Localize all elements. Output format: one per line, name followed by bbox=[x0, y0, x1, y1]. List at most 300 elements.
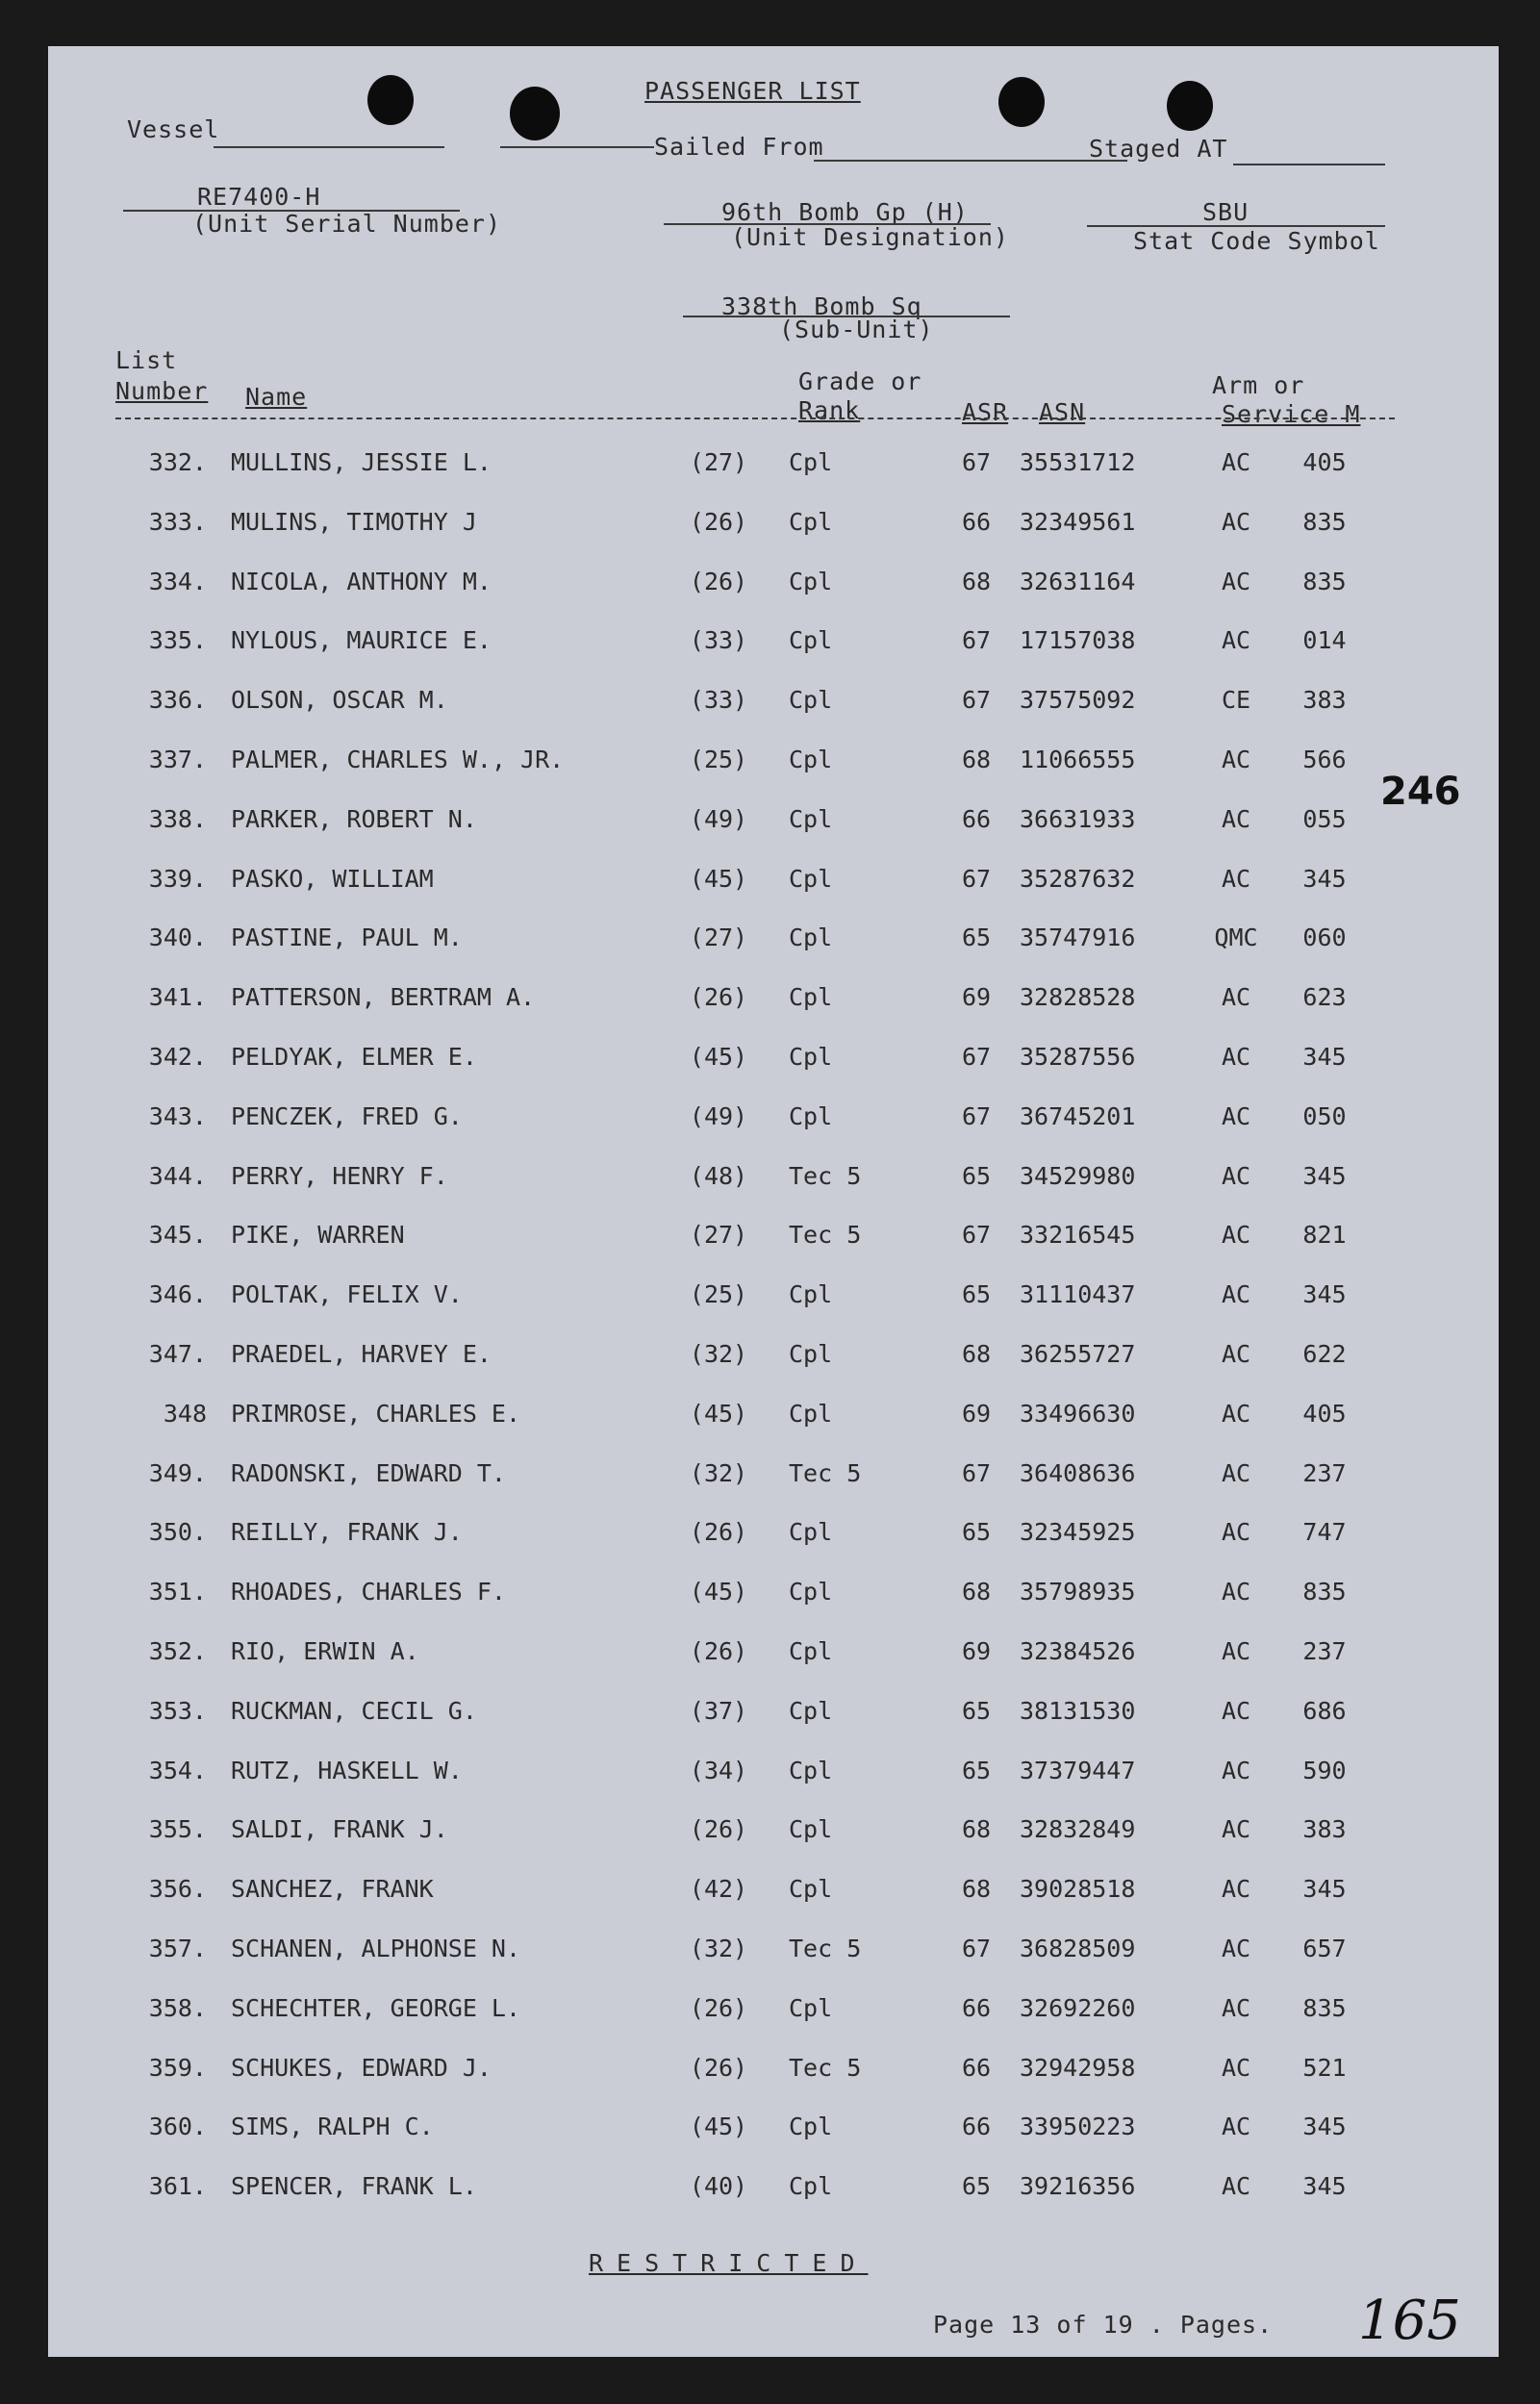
passenger-arm: AC bbox=[1221, 1815, 1251, 1843]
passenger-arm: AC bbox=[1221, 568, 1251, 595]
list-number: 337. bbox=[148, 746, 207, 773]
passenger-age: (26) bbox=[689, 508, 748, 536]
passenger-grade: Cpl bbox=[789, 1875, 833, 1903]
passenger-asr: 67 bbox=[961, 686, 992, 714]
passenger-service: 237 bbox=[1302, 1459, 1347, 1487]
table-row bbox=[48, 2054, 1499, 2092]
binder-hole bbox=[367, 75, 414, 125]
passenger-service: 345 bbox=[1302, 865, 1347, 893]
passenger-name: SIMS, RALPH C. bbox=[231, 2113, 434, 2140]
passenger-arm: AC bbox=[1221, 626, 1251, 654]
passenger-service: 060 bbox=[1302, 924, 1347, 951]
passenger-service: 590 bbox=[1302, 1757, 1347, 1784]
list-number: 361. bbox=[148, 2172, 207, 2200]
list-number: 344. bbox=[148, 1162, 207, 1190]
passenger-asn: 32692260 bbox=[1020, 1994, 1136, 2022]
passenger-age: (42) bbox=[689, 1875, 748, 1903]
list-number: 334. bbox=[148, 568, 207, 595]
passenger-asr: 67 bbox=[961, 1221, 992, 1249]
passenger-asn: 36255727 bbox=[1020, 1340, 1136, 1368]
passenger-service: 821 bbox=[1302, 1221, 1347, 1249]
passenger-age: (25) bbox=[689, 746, 748, 773]
passenger-service: 345 bbox=[1302, 2113, 1347, 2140]
binder-hole bbox=[510, 87, 560, 140]
col-arm-top: Arm or bbox=[1212, 371, 1305, 399]
passenger-name: POLTAK, FELIX V. bbox=[231, 1280, 463, 1308]
passenger-asn: 32349561 bbox=[1020, 508, 1136, 536]
passenger-arm: AC bbox=[1221, 2172, 1251, 2200]
passenger-grade: Cpl bbox=[789, 626, 833, 654]
unit-serial-value: RE7400-H bbox=[197, 183, 321, 211]
passenger-asn: 37379447 bbox=[1020, 1757, 1136, 1784]
passenger-arm: AC bbox=[1221, 2054, 1251, 2082]
table-row bbox=[48, 1280, 1499, 1319]
passenger-grade: Cpl bbox=[789, 1043, 833, 1071]
passenger-age: (33) bbox=[689, 626, 748, 654]
passenger-grade: Cpl bbox=[789, 1994, 833, 2022]
col-asn: ASN bbox=[1039, 398, 1086, 426]
passenger-age: (45) bbox=[689, 865, 748, 893]
passenger-grade: Tec 5 bbox=[789, 1935, 862, 1962]
vessel-line bbox=[214, 146, 444, 148]
list-number: 354. bbox=[148, 1757, 207, 1784]
passenger-age: (45) bbox=[689, 1400, 748, 1428]
passenger-grade: Cpl bbox=[789, 1637, 833, 1665]
passenger-name: SCHANEN, ALPHONSE N. bbox=[231, 1935, 521, 1962]
passenger-asr: 65 bbox=[961, 1162, 992, 1190]
passenger-age: (26) bbox=[689, 568, 748, 595]
passenger-name: PELDYAK, ELMER E. bbox=[231, 1043, 477, 1071]
table-row bbox=[48, 2113, 1499, 2151]
sailed-from-line bbox=[814, 160, 1127, 162]
passenger-arm: AC bbox=[1221, 1697, 1251, 1725]
passenger-service: 237 bbox=[1302, 1637, 1347, 1665]
passenger-grade: Cpl bbox=[789, 1400, 833, 1428]
staged-at-line bbox=[1233, 164, 1385, 165]
list-number: 347. bbox=[148, 1340, 207, 1368]
passenger-age: (26) bbox=[689, 2054, 748, 2082]
passenger-service: 623 bbox=[1302, 983, 1347, 1011]
table-row bbox=[48, 1578, 1499, 1616]
passenger-grade: Tec 5 bbox=[789, 1162, 862, 1190]
passenger-arm: AC bbox=[1221, 1994, 1251, 2022]
unit-designation-value: 96th Bomb Gp (H) bbox=[721, 198, 969, 226]
passenger-asr: 69 bbox=[961, 983, 992, 1011]
table-row bbox=[48, 1459, 1499, 1498]
passenger-name: PARKER, ROBERT N. bbox=[231, 805, 477, 833]
passenger-name: SALDI, FRANK J. bbox=[231, 1815, 448, 1843]
passenger-grade: Cpl bbox=[789, 686, 833, 714]
passenger-name: PATTERSON, BERTRAM A. bbox=[231, 983, 536, 1011]
header-rule bbox=[115, 418, 1395, 419]
passenger-asn: 32384526 bbox=[1020, 1637, 1136, 1665]
passenger-name: PRIMROSE, CHARLES E. bbox=[231, 1400, 521, 1428]
passenger-asr: 65 bbox=[961, 924, 992, 951]
list-number: 358. bbox=[148, 1994, 207, 2022]
passenger-grade: Cpl bbox=[789, 568, 833, 595]
col-list-number-bottom: Number bbox=[115, 377, 209, 405]
vessel-line-2 bbox=[500, 146, 654, 148]
passenger-asn: 35287556 bbox=[1020, 1043, 1136, 1071]
passenger-arm: CE bbox=[1221, 686, 1251, 714]
passenger-asr: 68 bbox=[961, 1578, 992, 1606]
list-number: 349. bbox=[148, 1459, 207, 1487]
passenger-asr: 67 bbox=[961, 865, 992, 893]
table-row bbox=[48, 508, 1499, 546]
col-list-number-top: List bbox=[115, 346, 178, 374]
passenger-name: RUTZ, HASKELL W. bbox=[231, 1757, 463, 1784]
passenger-arm: AC bbox=[1221, 1340, 1251, 1368]
passenger-asr: 65 bbox=[961, 2172, 992, 2200]
passenger-asn: 32345925 bbox=[1020, 1518, 1136, 1546]
list-number: 353. bbox=[148, 1697, 207, 1725]
passenger-age: (45) bbox=[689, 1578, 748, 1606]
passenger-asr: 67 bbox=[961, 1043, 992, 1071]
passenger-grade: Cpl bbox=[789, 1102, 833, 1130]
list-number: 348 bbox=[163, 1400, 207, 1428]
passenger-arm: AC bbox=[1221, 1400, 1251, 1428]
passenger-age: (32) bbox=[689, 1340, 748, 1368]
table-row bbox=[48, 1994, 1499, 2033]
passenger-arm: AC bbox=[1221, 1757, 1251, 1784]
passenger-asn: 37575092 bbox=[1020, 686, 1136, 714]
passenger-name: REILLY, FRANK J. bbox=[231, 1518, 463, 1546]
passenger-asn: 32942958 bbox=[1020, 2054, 1136, 2082]
stat-code-label: Stat Code Symbol bbox=[1133, 227, 1380, 255]
passenger-age: (26) bbox=[689, 1815, 748, 1843]
list-number: 359. bbox=[148, 2054, 207, 2082]
passenger-service: 345 bbox=[1302, 1280, 1347, 1308]
passenger-asr: 68 bbox=[961, 746, 992, 773]
passenger-arm: AC bbox=[1221, 1578, 1251, 1606]
binder-hole bbox=[998, 77, 1045, 127]
passenger-asr: 66 bbox=[961, 1994, 992, 2022]
table-row bbox=[48, 1935, 1499, 1973]
passenger-grade: Cpl bbox=[789, 865, 833, 893]
passenger-grade: Cpl bbox=[789, 1697, 833, 1725]
passenger-arm: QMC bbox=[1214, 924, 1258, 951]
passenger-asr: 67 bbox=[961, 626, 992, 654]
passenger-asn: 35287632 bbox=[1020, 865, 1136, 893]
passenger-name: SANCHEZ, FRANK bbox=[231, 1875, 434, 1903]
passenger-service: 835 bbox=[1302, 1994, 1347, 2022]
passenger-asr: 65 bbox=[961, 1697, 992, 1725]
stat-code-value: SBU bbox=[1202, 198, 1250, 226]
vessel-label: Vessel bbox=[127, 115, 220, 143]
passenger-asr: 67 bbox=[961, 1935, 992, 1962]
passenger-asr: 67 bbox=[961, 1459, 992, 1487]
passenger-arm: AC bbox=[1221, 983, 1251, 1011]
table-row bbox=[48, 746, 1499, 784]
passenger-asr: 66 bbox=[961, 805, 992, 833]
unit-designation-label: (Unit Designation) bbox=[731, 223, 1009, 251]
passenger-asn: 32631164 bbox=[1020, 568, 1136, 595]
passenger-service: 622 bbox=[1302, 1340, 1347, 1368]
table-row bbox=[48, 924, 1499, 962]
passenger-asn: 33496630 bbox=[1020, 1400, 1136, 1428]
list-number: 336. bbox=[148, 686, 207, 714]
passenger-service: 835 bbox=[1302, 1578, 1347, 1606]
passenger-service: 014 bbox=[1302, 626, 1347, 654]
list-number: 343. bbox=[148, 1102, 207, 1130]
passenger-age: (27) bbox=[689, 1221, 748, 1249]
passenger-name: PIKE, WARREN bbox=[231, 1221, 405, 1249]
passenger-asr: 68 bbox=[961, 1340, 992, 1368]
passenger-service: 383 bbox=[1302, 686, 1347, 714]
table-row bbox=[48, 1875, 1499, 1913]
passenger-asr: 69 bbox=[961, 1637, 992, 1665]
passenger-service: 345 bbox=[1302, 1162, 1347, 1190]
passenger-age: (26) bbox=[689, 983, 748, 1011]
passenger-arm: AC bbox=[1221, 1518, 1251, 1546]
passenger-grade: Cpl bbox=[789, 1757, 833, 1784]
passenger-asn: 36408636 bbox=[1020, 1459, 1136, 1487]
passenger-age: (33) bbox=[689, 686, 748, 714]
passenger-grade: Cpl bbox=[789, 983, 833, 1011]
passenger-asr: 66 bbox=[961, 2113, 992, 2140]
passenger-arm: AC bbox=[1221, 1221, 1251, 1249]
passenger-asn: 36828509 bbox=[1020, 1935, 1136, 1962]
list-number: 333. bbox=[148, 508, 207, 536]
list-number: 357. bbox=[148, 1935, 207, 1962]
passenger-arm: AC bbox=[1221, 1875, 1251, 1903]
passenger-asn: 39216356 bbox=[1020, 2172, 1136, 2200]
passenger-arm: AC bbox=[1221, 1102, 1251, 1130]
passenger-name: PERRY, HENRY F. bbox=[231, 1162, 448, 1190]
table-row bbox=[48, 1400, 1499, 1438]
passenger-grade: Cpl bbox=[789, 746, 833, 773]
passenger-arm: AC bbox=[1221, 1162, 1251, 1190]
table-row bbox=[48, 1221, 1499, 1259]
passenger-age: (32) bbox=[689, 1459, 748, 1487]
table-row bbox=[48, 1162, 1499, 1201]
passenger-name: MULINS, TIMOTHY J bbox=[231, 508, 477, 536]
table-row bbox=[48, 1043, 1499, 1081]
passenger-asr: 67 bbox=[961, 448, 992, 476]
passenger-asn: 35798935 bbox=[1020, 1578, 1136, 1606]
passenger-name: SCHUKES, EDWARD J. bbox=[231, 2054, 492, 2082]
passenger-arm: AC bbox=[1221, 2113, 1251, 2140]
passenger-asr: 68 bbox=[961, 568, 992, 595]
passenger-age: (26) bbox=[689, 1637, 748, 1665]
col-asr: ASR bbox=[962, 398, 1009, 426]
passenger-name: PASTINE, PAUL M. bbox=[231, 924, 463, 951]
passenger-asr: 66 bbox=[961, 2054, 992, 2082]
table-row bbox=[48, 1518, 1499, 1556]
passenger-arm: AC bbox=[1221, 1280, 1251, 1308]
passenger-name: PENCZEK, FRED G. bbox=[231, 1102, 463, 1130]
passenger-asn: 36745201 bbox=[1020, 1102, 1136, 1130]
passenger-service: 835 bbox=[1302, 568, 1347, 595]
passenger-service: 055 bbox=[1302, 805, 1347, 833]
table-row bbox=[48, 1637, 1499, 1676]
passenger-service: 521 bbox=[1302, 2054, 1347, 2082]
passenger-service: 050 bbox=[1302, 1102, 1347, 1130]
passenger-asr: 66 bbox=[961, 508, 992, 536]
passenger-asr: 69 bbox=[961, 1400, 992, 1428]
passenger-asn: 34529980 bbox=[1020, 1162, 1136, 1190]
passenger-name: RHOADES, CHARLES F. bbox=[231, 1578, 506, 1606]
passenger-grade: Cpl bbox=[789, 805, 833, 833]
binder-hole bbox=[1167, 81, 1213, 131]
passenger-grade: Tec 5 bbox=[789, 2054, 862, 2082]
passenger-age: (27) bbox=[689, 448, 748, 476]
passenger-grade: Cpl bbox=[789, 1340, 833, 1368]
passenger-age: (37) bbox=[689, 1697, 748, 1725]
table-row bbox=[48, 448, 1499, 487]
passenger-age: (26) bbox=[689, 1518, 748, 1546]
passenger-asr: 65 bbox=[961, 1757, 992, 1784]
passenger-asn: 11066555 bbox=[1020, 746, 1136, 773]
passenger-arm: AC bbox=[1221, 448, 1251, 476]
list-number: 339. bbox=[148, 865, 207, 893]
table-row bbox=[48, 865, 1499, 903]
passenger-asn: 35531712 bbox=[1020, 448, 1136, 476]
passenger-name: RUCKMAN, CECIL G. bbox=[231, 1697, 477, 1725]
passenger-grade: Cpl bbox=[789, 2113, 833, 2140]
passenger-arm: AC bbox=[1221, 746, 1251, 773]
list-number: 335. bbox=[148, 626, 207, 654]
corner-number: 165 bbox=[1358, 2290, 1461, 2352]
list-number: 356. bbox=[148, 1875, 207, 1903]
passenger-asn: 32828528 bbox=[1020, 983, 1136, 1011]
passenger-arm: AC bbox=[1221, 865, 1251, 893]
passenger-service: 686 bbox=[1302, 1697, 1347, 1725]
passenger-service: 566 bbox=[1302, 746, 1347, 773]
passenger-name: NYLOUS, MAURICE E. bbox=[231, 626, 492, 654]
sailed-from-label: Sailed From bbox=[654, 133, 824, 161]
passenger-age: (34) bbox=[689, 1757, 748, 1784]
passenger-service: 345 bbox=[1302, 2172, 1347, 2200]
passenger-grade: Cpl bbox=[789, 1518, 833, 1546]
list-number: 342. bbox=[148, 1043, 207, 1071]
passenger-asr: 67 bbox=[961, 1102, 992, 1130]
list-number: 338. bbox=[148, 805, 207, 833]
passenger-name: NICOLA, ANTHONY M. bbox=[231, 568, 492, 595]
list-number: 352. bbox=[148, 1637, 207, 1665]
passenger-grade: Cpl bbox=[789, 448, 833, 476]
page-title: PASSENGER LIST bbox=[644, 77, 861, 105]
passenger-grade: Cpl bbox=[789, 1815, 833, 1843]
passenger-name: SCHECHTER, GEORGE L. bbox=[231, 1994, 521, 2022]
passenger-name: PASKO, WILLIAM bbox=[231, 865, 434, 893]
passenger-name: PRAEDEL, HARVEY E. bbox=[231, 1340, 492, 1368]
passenger-asn: 31110437 bbox=[1020, 1280, 1136, 1308]
passenger-asn: 38131530 bbox=[1020, 1697, 1136, 1725]
passenger-service: 405 bbox=[1302, 1400, 1347, 1428]
passenger-age: (26) bbox=[689, 1994, 748, 2022]
restricted-stamp: RESTRICTED bbox=[589, 2249, 869, 2277]
sub-unit-value: 338th Bomb Sq bbox=[721, 292, 922, 320]
col-grade-top: Grade or bbox=[798, 367, 922, 395]
passenger-grade: Cpl bbox=[789, 2172, 833, 2200]
passenger-age: (49) bbox=[689, 1102, 748, 1130]
list-number: 345. bbox=[148, 1221, 207, 1249]
passenger-grade: Cpl bbox=[789, 1578, 833, 1606]
passenger-arm: AC bbox=[1221, 508, 1251, 536]
passenger-age: (27) bbox=[689, 924, 748, 951]
passenger-arm: AC bbox=[1221, 1935, 1251, 1962]
passenger-name: PALMER, CHARLES W., JR. bbox=[231, 746, 565, 773]
passenger-service: 657 bbox=[1302, 1935, 1347, 1962]
passenger-name: OLSON, OSCAR M. bbox=[231, 686, 448, 714]
passenger-age: (48) bbox=[689, 1162, 748, 1190]
passenger-age: (45) bbox=[689, 1043, 748, 1071]
passenger-name: RADONSKI, EDWARD T. bbox=[231, 1459, 506, 1487]
list-number: 350. bbox=[148, 1518, 207, 1546]
passenger-asr: 65 bbox=[961, 1280, 992, 1308]
col-arm-bottom: Service M bbox=[1222, 400, 1361, 428]
passenger-grade: Cpl bbox=[789, 1280, 833, 1308]
passenger-asr: 65 bbox=[961, 1518, 992, 1546]
passenger-asn: 39028518 bbox=[1020, 1875, 1136, 1903]
passenger-asn: 33950223 bbox=[1020, 2113, 1136, 2140]
document-sheet bbox=[48, 46, 1499, 2357]
passenger-service: 835 bbox=[1302, 508, 1347, 536]
passenger-service: 383 bbox=[1302, 1815, 1347, 1843]
passenger-grade: Cpl bbox=[789, 508, 833, 536]
passenger-age: (25) bbox=[689, 1280, 748, 1308]
table-row bbox=[48, 983, 1499, 1022]
passenger-age: (49) bbox=[689, 805, 748, 833]
list-number: 355. bbox=[148, 1815, 207, 1843]
passenger-asn: 35747916 bbox=[1020, 924, 1136, 951]
col-name: Name bbox=[245, 383, 308, 411]
table-row bbox=[48, 626, 1499, 665]
passenger-service: 345 bbox=[1302, 1043, 1347, 1071]
passenger-asr: 68 bbox=[961, 1875, 992, 1903]
passenger-service: 747 bbox=[1302, 1518, 1347, 1546]
passenger-asn: 33216545 bbox=[1020, 1221, 1136, 1249]
passenger-grade: Tec 5 bbox=[789, 1459, 862, 1487]
passenger-asr: 68 bbox=[961, 1815, 992, 1843]
table-row bbox=[48, 1815, 1499, 1854]
list-number: 351. bbox=[148, 1578, 207, 1606]
passenger-grade: Tec 5 bbox=[789, 1221, 862, 1249]
passenger-arm: AC bbox=[1221, 805, 1251, 833]
passenger-age: (40) bbox=[689, 2172, 748, 2200]
table-row bbox=[48, 805, 1499, 844]
list-number: 340. bbox=[148, 924, 207, 951]
passenger-arm: AC bbox=[1221, 1459, 1251, 1487]
list-number: 346. bbox=[148, 1280, 207, 1308]
passenger-arm: AC bbox=[1221, 1637, 1251, 1665]
list-number: 341. bbox=[148, 983, 207, 1011]
passenger-name: SPENCER, FRANK L. bbox=[231, 2172, 477, 2200]
passenger-name: RIO, ERWIN A. bbox=[231, 1637, 419, 1665]
table-row bbox=[48, 1102, 1499, 1141]
table-row bbox=[48, 1757, 1499, 1795]
table-row bbox=[48, 1697, 1499, 1735]
passenger-age: (32) bbox=[689, 1935, 748, 1962]
passenger-asn: 32832849 bbox=[1020, 1815, 1136, 1843]
passenger-asn: 36631933 bbox=[1020, 805, 1136, 833]
passenger-name: MULLINS, JESSIE L. bbox=[231, 448, 492, 476]
table-row bbox=[48, 568, 1499, 606]
passenger-arm: AC bbox=[1221, 1043, 1251, 1071]
page-count: Page 13 of 19 . Pages. bbox=[933, 2311, 1274, 2339]
col-grade-bottom: Rank bbox=[798, 396, 861, 424]
list-number: 332. bbox=[148, 448, 207, 476]
table-row bbox=[48, 686, 1499, 724]
passenger-age: (45) bbox=[689, 2113, 748, 2140]
sub-unit-label: (Sub-Unit) bbox=[779, 316, 934, 343]
table-row bbox=[48, 1340, 1499, 1379]
passenger-grade: Cpl bbox=[789, 924, 833, 951]
passenger-service: 405 bbox=[1302, 448, 1347, 476]
table-row bbox=[48, 2172, 1499, 2211]
list-number: 360. bbox=[148, 2113, 207, 2140]
